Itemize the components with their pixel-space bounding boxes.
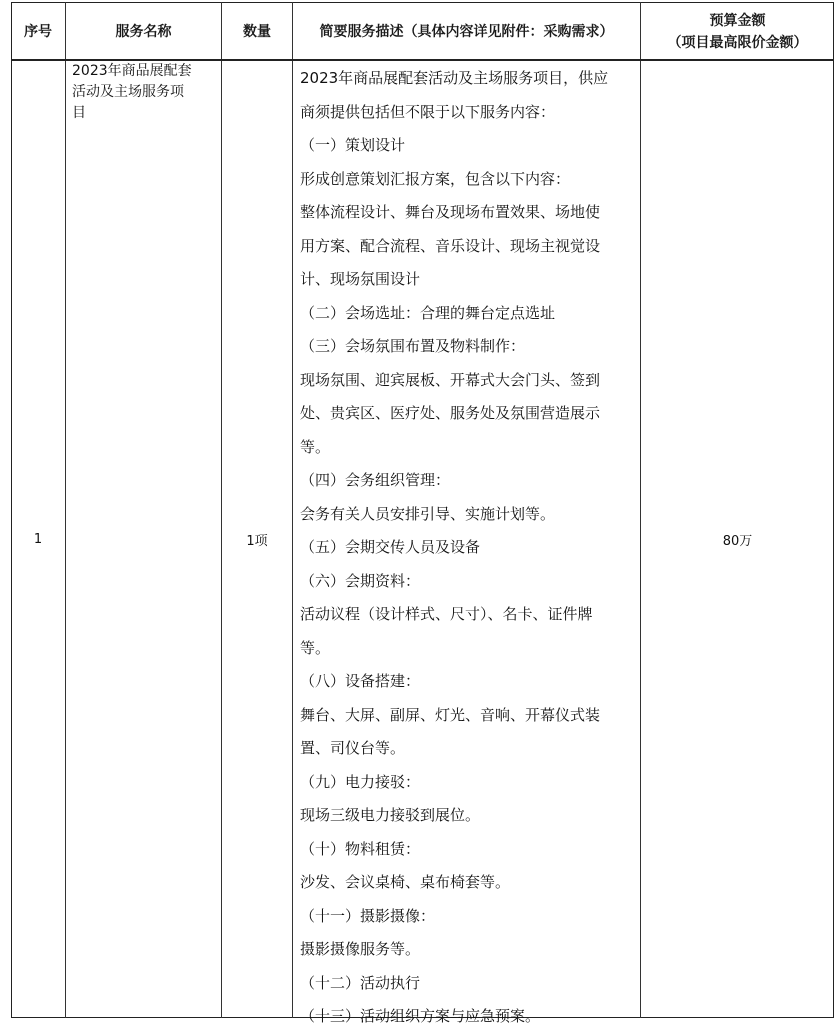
description-line: （六）会期资料： [300,571,421,590]
service-name-line: 活动及主场服务项 [72,84,184,100]
description-line: （十二）活动执行 [300,973,421,992]
description-line: （二）会场选址：合理的舞台定点选址 [300,303,556,322]
description-line: 等。 [300,638,331,657]
header-budget [641,4,834,59]
description-line: （九）电力接驳： [300,772,421,791]
header-budget-line2: （项目最高限价金额） [667,34,808,51]
column-divider [65,2,66,1018]
row-service-name [72,61,218,1018]
description-line: 现场三级电力接驳到展位。 [300,806,481,824]
description-line: 沙发、会议桌椅、桌布椅套等。 [300,873,511,891]
description-line: 等。 [300,437,331,456]
description-line: （五）会期交传人员及设备 [300,538,481,556]
description-line: （四）会务组织管理： [300,471,451,489]
description-line: 商须提供包括但不限于以下服务内容： [300,102,556,121]
description-line: 现场氛围、迎宾展板、开幕式大会门头、签到 [300,370,601,389]
description-line: （三）会场氛围布置及物料制作： [300,337,526,355]
description-line: 舞台、大屏、副屏、灯光、音响、开幕仪式装 [300,705,601,724]
header-service-name: 服务名称 [115,23,172,40]
row-seq: 1 [33,532,43,547]
header-quantity: 数量 [243,23,271,40]
description-line: 整体流程设计、舞台及现场布置效果、场地使 [300,203,601,221]
row-description [300,62,638,1034]
description-line: （十一）摄影摄像： [300,906,436,925]
column-divider [292,2,293,1018]
service-name-line: 目 [72,105,86,121]
description-line: （一）策划设计 [300,136,406,154]
description-line: （十）物料租赁： [300,839,421,858]
description-line: 用方案、配合流程、音乐设计、现场主视觉设 [300,236,601,255]
description-line: （八）设备搭建： [300,672,421,690]
description-line: 活动议程（设计样式、尺寸）、名卡、证件牌 [300,605,593,623]
header-budget-line1: 预算金额 [709,12,766,29]
description-line: 2023年商品展配套活动及主场服务项目，供应 [300,69,609,87]
description-line: 会务有关人员安排引导、实施计划等。 [300,504,556,523]
description-line: 置、司仪台等。 [300,739,406,757]
description-line: 摄影摄像服务等。 [300,940,421,958]
service-name-line: 2023年商品展配套 [72,63,192,79]
header-description: 简要服务描述（具体内容详见附件：采购需求） [319,23,614,40]
description-line: 处、贵宾区、医疗处、服务处及氛围营造展示 [300,404,601,422]
description-line: 计、现场氛围设计 [300,270,421,288]
description-line: （十三）活动组织方案与应急预案。 [300,1007,541,1025]
description-line: 形成创意策划汇报方案，包含以下内容： [300,169,571,188]
header-seq: 序号 [24,23,52,40]
row-quantity: 1项 [246,534,268,549]
row-budget: 80万 [722,534,753,549]
